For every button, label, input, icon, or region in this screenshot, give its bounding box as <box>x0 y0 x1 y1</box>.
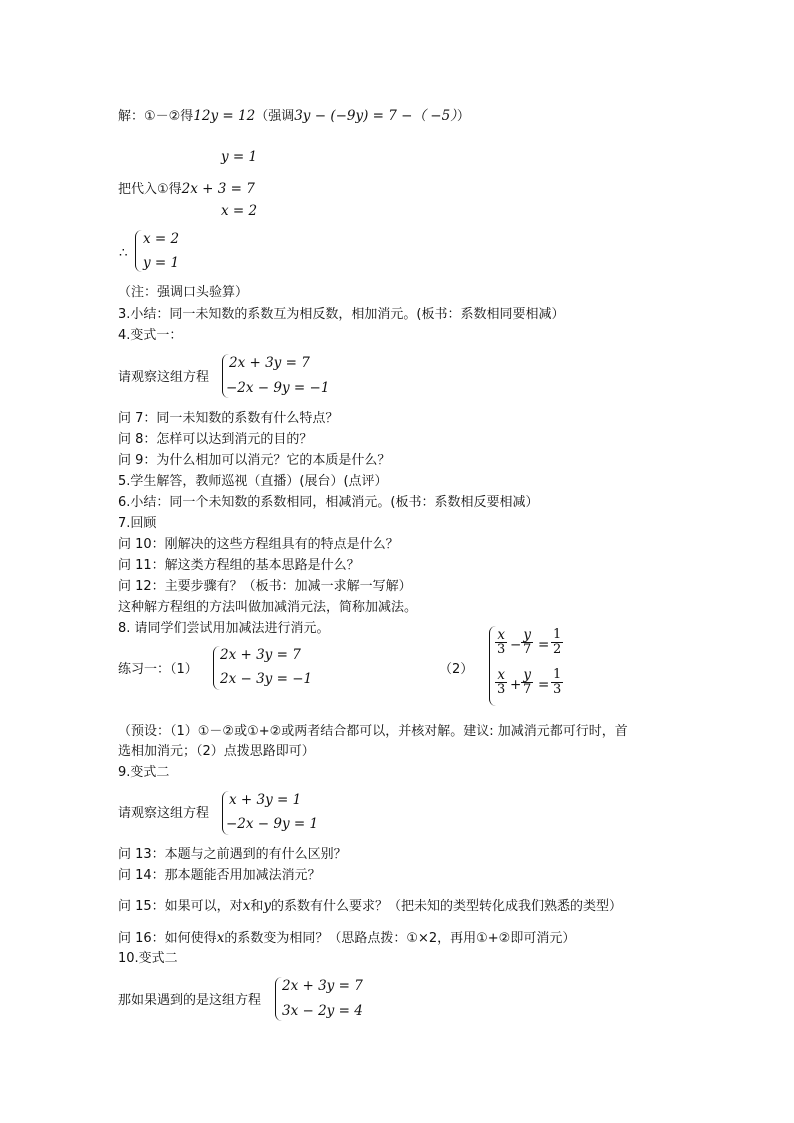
operator: − <box>510 637 522 653</box>
text: ） <box>456 109 470 124</box>
fraction: $\frac{x}{3}$ <box>497 627 506 657</box>
equation: y = 1 <box>143 255 180 271</box>
equation: −2x − 9y = −1 <box>226 380 330 396</box>
question: 问 16：如何使得x的系数变为相同？（思路点拨：①×2，再用①+②即可消元） <box>118 930 576 946</box>
heading: 9.变式二 <box>118 765 170 780</box>
equation: 2x + 3y = 7 <box>229 355 310 371</box>
equation: 2x − 3y = −1 <box>220 671 313 687</box>
text: 5.学生解答，教师巡视（直播）(展台）(点评） <box>118 474 388 489</box>
exercise-label: 练习一：（1） <box>118 662 198 677</box>
question: 问 12：主要步骤有？（板书：加减一求解一写解） <box>118 579 412 594</box>
equation: 2x + 3y = 7 <box>282 978 363 994</box>
therefore-symbol: ∴ <box>119 245 128 261</box>
text: 这种解方程组的方法叫做加减消元法，简称加减法。 <box>118 600 418 615</box>
heading: 7.回顾 <box>118 516 157 531</box>
operator: = <box>538 637 550 653</box>
solution-step-2 <box>118 180 255 199</box>
equation: y = 1 <box>221 149 258 165</box>
question: 问 15：如果可以，对x和y的系数有什么要求？（把未知的类型转化成我们熟悉的类型） <box>118 898 622 914</box>
fraction: $\frac{1}{2}$ <box>553 627 562 657</box>
summary: 3.小结：同一未知数的系数互为相反数，相加消元。(板书：系数相同要相减） <box>118 307 565 322</box>
note: （注：强调口头验算） <box>118 285 249 300</box>
equation: 3x − 2y = 4 <box>282 1003 363 1019</box>
system-brace <box>275 977 282 1021</box>
summary: 6.小结：同一个未知数的系数相同，相减消元。(板书：系数相反要相减） <box>118 495 539 510</box>
question: 问 9：为什么相加可以消元？它的本质是什么？ <box>118 453 391 468</box>
equation: 2x + 3 = 7 <box>181 181 255 197</box>
text: 解：①－②得 <box>118 109 194 124</box>
heading: 10.变式二 <box>118 951 178 966</box>
text: 请观察这组方程 <box>118 806 210 821</box>
operator: = <box>538 677 550 693</box>
question: 问 10：刚解决的这些方程组具有的特点是什么？ <box>118 537 399 552</box>
question: 问 13：本题与之前遇到的有什么区别？ <box>118 847 347 862</box>
heading: 8. 请同学们尝试用加减法进行消元。 <box>118 621 330 636</box>
text: 把代入①得 <box>118 182 182 197</box>
solution-step-1 <box>118 107 470 126</box>
fraction: $\frac{x}{3}$ <box>497 667 506 697</box>
equation: 12y = 12 <box>193 108 256 124</box>
question: 问 8：怎样可以达到消元的目的？ <box>118 432 313 447</box>
equation: −2x − 9y = 1 <box>226 816 319 832</box>
equation: 2x + 3y = 7 <box>220 647 301 663</box>
text: 请观察这组方程 <box>118 370 210 385</box>
fraction: $\frac{y}{7}$ <box>523 627 532 657</box>
equation: x + 3y = 1 <box>229 792 302 808</box>
question: 问 14：那本题能否用加减法消元？ <box>118 868 321 883</box>
question: 问 11：解这类方程组的基本思路是什么？ <box>118 558 360 573</box>
text: 选相加消元；（2）点拨思路即可） <box>118 744 315 759</box>
equation: x = 2 <box>143 231 180 247</box>
fraction: $\frac{1}{3}$ <box>553 667 562 697</box>
text: 那如果遇到的是这组方程 <box>118 993 262 1008</box>
equation: 3y − (−9y) = 7 −（ −5） <box>294 108 457 124</box>
system-brace <box>135 230 142 272</box>
text: （强调 <box>255 109 295 124</box>
fraction: $\frac{y}{7}$ <box>523 667 532 697</box>
text: （预设：（1）①－②或①+②或两者结合都可以，并核对解。建议: 加减消元都可行时，首 <box>118 724 628 739</box>
question: 问 7：同一未知数的系数有什么特点？ <box>118 411 339 426</box>
operator: + <box>510 677 522 693</box>
equation: x = 2 <box>221 203 258 219</box>
system-brace <box>213 646 220 690</box>
exercise-label: （2） <box>439 662 474 677</box>
heading: 4.变式一： <box>118 328 183 343</box>
